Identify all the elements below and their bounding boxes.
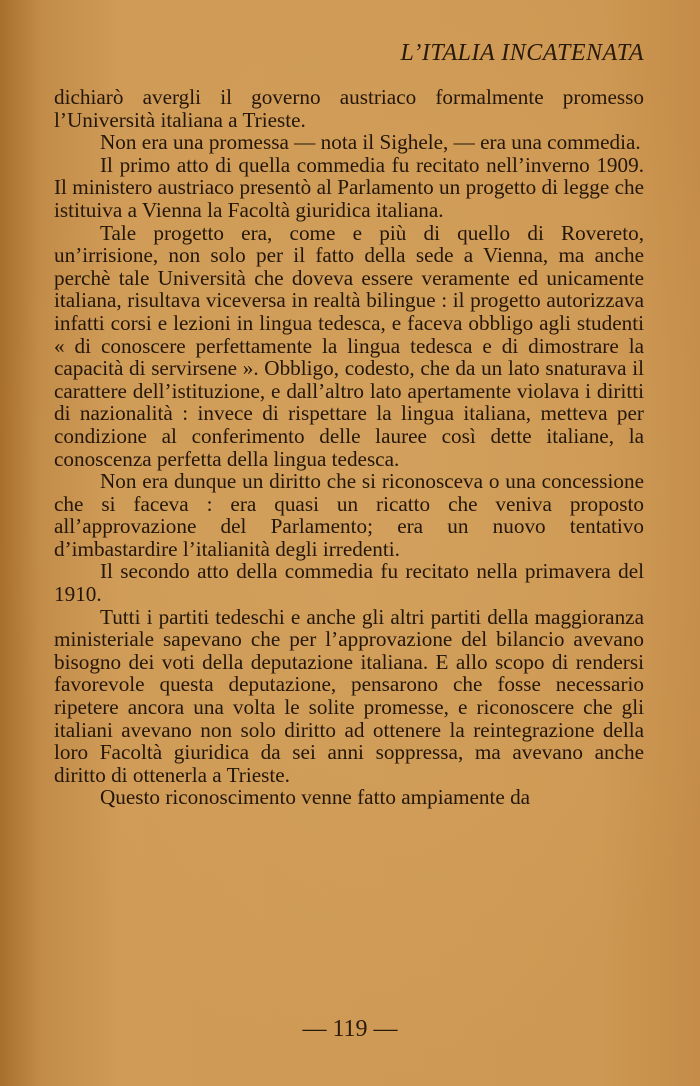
running-title: L’ITALIA INCATENATA bbox=[400, 40, 644, 66]
paragraph: Il primo atto di quella commedia fu recitato nell’inverno 1909. Il ministero austriaco presentò al Parlamento un progetto di legge che istituiva a Vienna la Facoltà giuridica italiana. bbox=[54, 152, 644, 222]
paragraph: Tale progetto era, come e più di quello di Rovereto, un’irrisione, non solo per il fatto della sede a Vienna, ma anche perchè tale Università che doveva essere veramente ed unicamente italiana, risultava viceversa in realtà bilingue : il progetto autorizzava infatti corsi e lezioni in lingua tedesca, e faceva obbligo agli studenti « di conoscere perfettamente la lingua tedesca e di dimostrare la capacità di servirsene ». Obbligo, codesto, che da un lato snaturava il carattere dell’istituzione, e dall’altro lato apertamente violava i diritti di nazionalità : invece di rispettare la lingua italiana, metteva per condizione al conferimento delle lauree così dette italiane, la conoscenza perfetta della lingua tedesca. bbox=[54, 220, 644, 471]
paragraph: Il secondo atto della commedia fu recitato nella primavera del 1910. bbox=[54, 559, 644, 607]
body-text bbox=[54, 86, 644, 809]
paragraph: Non era una promessa — nota il Sighele, — era una commedia. bbox=[100, 130, 641, 155]
paragraph: Questo riconoscimento venne fatto ampiamente da bbox=[100, 785, 531, 810]
paragraph-continuation: dichiarò avergli il governo austriaco formalmente promesso l’Università italiana a Trieste. bbox=[54, 85, 644, 132]
paragraph: Non era dunque un diritto che si riconosceva o una concessione che si faceva : era quasi un ricatto che veniva proposto all’approvazione del Parlamento; era un nuovo tentativo d’imbastardire l’italianità degli irredenti. bbox=[54, 469, 644, 561]
page-number: — 119 — bbox=[302, 1016, 398, 1042]
paragraph: Tutti i partiti tedeschi e anche gli altri partiti della maggioranza ministeriale sapevano che per l’approvazione del bilancio avevano bisogno dei voti della deputazione italiana. E allo scopo di rendersi favorevole questa deputazione, pensarono che fosse necessario ripetere ancora una volta le solite promesse, e riconoscere che gli italiani avevano non solo diritto ad ottenere la reintegrazione della loro Facoltà giuridica da sei anni soppressa, ma avevano anche diritto di ottenerla a Trieste. bbox=[54, 604, 644, 787]
